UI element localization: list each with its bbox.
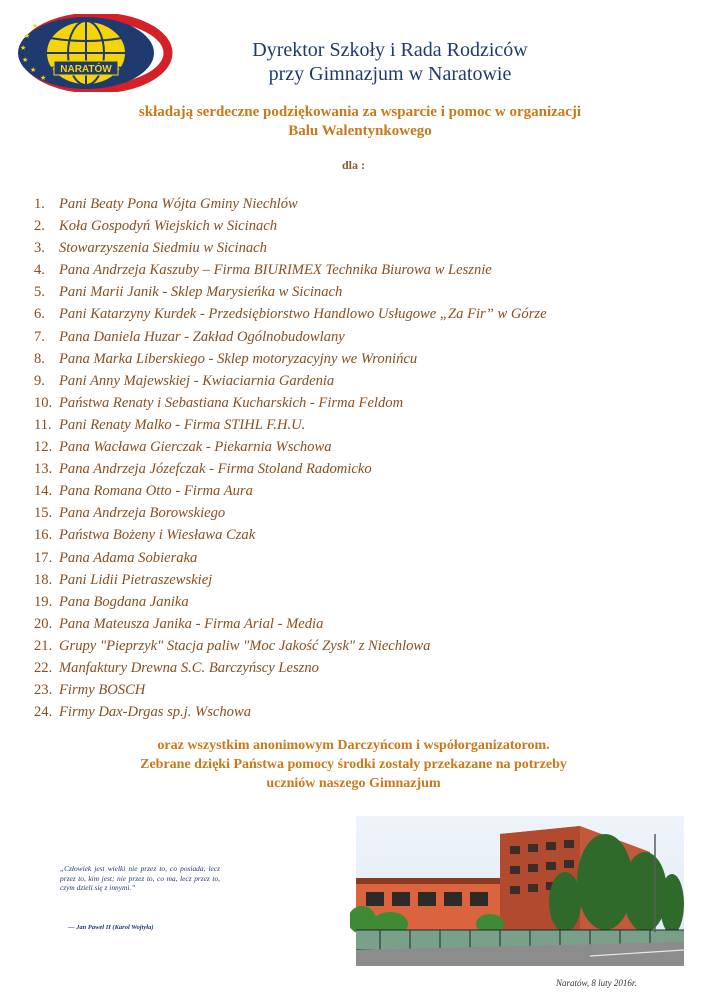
item-text: Pana Adama Sobieraka — [59, 549, 198, 566]
item-number: 12. — [34, 439, 53, 456]
item-text: Stowarzyszenia Siedmiu w Sicinach — [59, 240, 267, 257]
item-text: Pana Wacława Gierczak - Piekarnia Wschowa — [59, 439, 332, 456]
list-item — [34, 591, 547, 613]
item-text: Grupy "Pieprzyk" Stacja paliw "Moc Jakość Zysk" z Niechlowa — [59, 637, 431, 654]
list-item — [34, 215, 547, 237]
item-number: 15. — [34, 505, 53, 522]
item-number: 16. — [34, 527, 53, 544]
list-item — [34, 348, 547, 370]
closing-line-1: oraz wszystkim anonimowym Darczyńcom i współorganizatorom. — [157, 738, 550, 753]
quote-author: — Jan Paweł II (Karol Wojtyła) — [68, 924, 154, 931]
svg-text:★: ★ — [20, 44, 27, 52]
list-item — [34, 569, 547, 591]
svg-text:★: ★ — [32, 22, 39, 30]
item-number: 24. — [34, 704, 53, 721]
svg-text:★: ★ — [22, 56, 29, 64]
list-item — [34, 392, 547, 414]
item-text: Koła Gospodyń Wiejskich w Sicinach — [59, 218, 278, 235]
item-number: 7. — [34, 328, 45, 345]
school-logo — [14, 14, 174, 92]
item-number: 22. — [34, 659, 53, 676]
item-text: Firmy BOSCH — [59, 682, 146, 699]
item-number: 1. — [34, 196, 45, 212]
svg-text:★: ★ — [24, 32, 31, 40]
item-number: 17. — [34, 549, 53, 566]
item-text: Pani Anny Majewskiej - Kwiaciarnia Gardenia — [59, 372, 335, 389]
list-item — [34, 370, 547, 392]
list-item — [34, 259, 547, 281]
closing-line-2: Zebrane dzięki Państwa pomocy środki zostały przekazane na potrzeby — [140, 757, 567, 772]
item-text: Pana Daniela Huzar - Zakład Ogólnobudowlany — [59, 328, 345, 345]
logo-text: NARATÓW — [60, 64, 112, 75]
list-item — [34, 480, 547, 502]
list-item — [34, 193, 547, 215]
list-item — [34, 237, 547, 259]
list-item — [34, 502, 547, 524]
item-text: Pana Romana Otto - Firma Aura — [59, 483, 253, 500]
item-number: 10. — [34, 394, 53, 411]
list-item — [34, 524, 547, 546]
item-number: 21. — [34, 637, 53, 654]
item-number: 2. — [34, 218, 45, 235]
dla-label: dla : — [341, 158, 365, 172]
item-text: Pani Katarzyny Kurdek - Przedsiębiorstwo Handlowo Usługowe „Za Fir” w Górze — [59, 306, 547, 323]
item-number: 11. — [34, 416, 52, 433]
date-text: Naratów, 8 luty 2016r. — [556, 978, 637, 988]
list-item — [34, 547, 547, 569]
item-number: 20. — [34, 615, 53, 632]
item-text: Pana Andrzeja Józefczak - Firma Stoland Radomicko — [59, 461, 372, 478]
item-number: 13. — [34, 461, 53, 478]
list-item — [34, 281, 547, 303]
item-number: 23. — [34, 682, 53, 699]
item-text: Pana Mateusza Janika - Firma Arial - Media — [59, 615, 324, 632]
title-line-1: Dyrektor Szkoły i Rada Rodziców — [252, 39, 528, 61]
list-item — [34, 679, 547, 701]
item-number: 19. — [34, 593, 53, 610]
list-item — [34, 303, 547, 325]
item-text: Firmy Dax-Drgas sp.j. Wschowa — [59, 704, 251, 721]
item-text: Pana Andrzeja Borowskiego — [59, 505, 226, 522]
item-number: 3. — [34, 240, 45, 257]
svg-text:★: ★ — [30, 66, 37, 74]
list-item — [34, 613, 547, 635]
svg-text:★: ★ — [40, 74, 47, 82]
list-item — [34, 414, 547, 436]
item-text: Pani Beaty Pona Wójta Gminy Niechlów — [59, 196, 298, 212]
item-text: Państwa Bożeny i Wiesława Czak — [59, 527, 256, 544]
quote-text: „Człowiek jest wielki nie przez to, co posiada, lecz przez to, kim jest; nie przez to, co ma, lecz przez to, czym dzieli się z innymi.” — [60, 864, 220, 892]
intro-line-2: Balu Walentynkowego — [288, 123, 432, 139]
item-number: 8. — [34, 350, 45, 367]
item-number: 18. — [34, 571, 53, 588]
list-item — [34, 701, 547, 723]
title-line-2: przy Gimnazjum w Naratowie — [268, 63, 512, 85]
thanks-list — [34, 193, 547, 723]
item-number: 9. — [34, 372, 45, 389]
item-text: Pana Bogdana Janika — [59, 593, 189, 610]
item-number: 6. — [34, 306, 45, 323]
item-text: Pani Marii Janik - Sklep Marysieńka w Sicinach — [59, 284, 343, 301]
intro-line-1: składają serdeczne podziękowania za wsparcie i pomoc w organizacji — [138, 104, 582, 120]
list-item — [34, 635, 547, 657]
page-title — [170, 38, 610, 86]
list-item — [34, 458, 547, 480]
item-number: 5. — [34, 284, 45, 301]
item-text: Manfaktury Drewna S.C. Barczyńscy Leszno — [59, 659, 319, 676]
item-text: Państwa Renaty i Sebastiana Kucharskich - Firma Feldom — [59, 394, 404, 411]
item-text: Pana Andrzeja Kaszuby – Firma BIURIMEX Technika Biurowa w Lesznie — [59, 262, 492, 279]
closing-line-3: uczniów naszego Gimnazjum — [266, 776, 441, 791]
intro-text — [80, 103, 640, 141]
item-text: Pani Lidii Pietraszewskiej — [59, 571, 213, 588]
closing-text — [60, 736, 647, 793]
list-item — [34, 436, 547, 458]
item-text: Pana Marka Liberskiego - Sklep motoryzacyjny we Wronińcu — [59, 350, 418, 367]
item-text: Pani Renaty Malko - Firma STIHL F.H.U. — [59, 416, 306, 433]
school-photo — [350, 812, 690, 972]
list-item — [34, 326, 547, 348]
item-number: 14. — [34, 483, 53, 500]
item-number: 4. — [34, 262, 45, 279]
list-item — [34, 657, 547, 679]
